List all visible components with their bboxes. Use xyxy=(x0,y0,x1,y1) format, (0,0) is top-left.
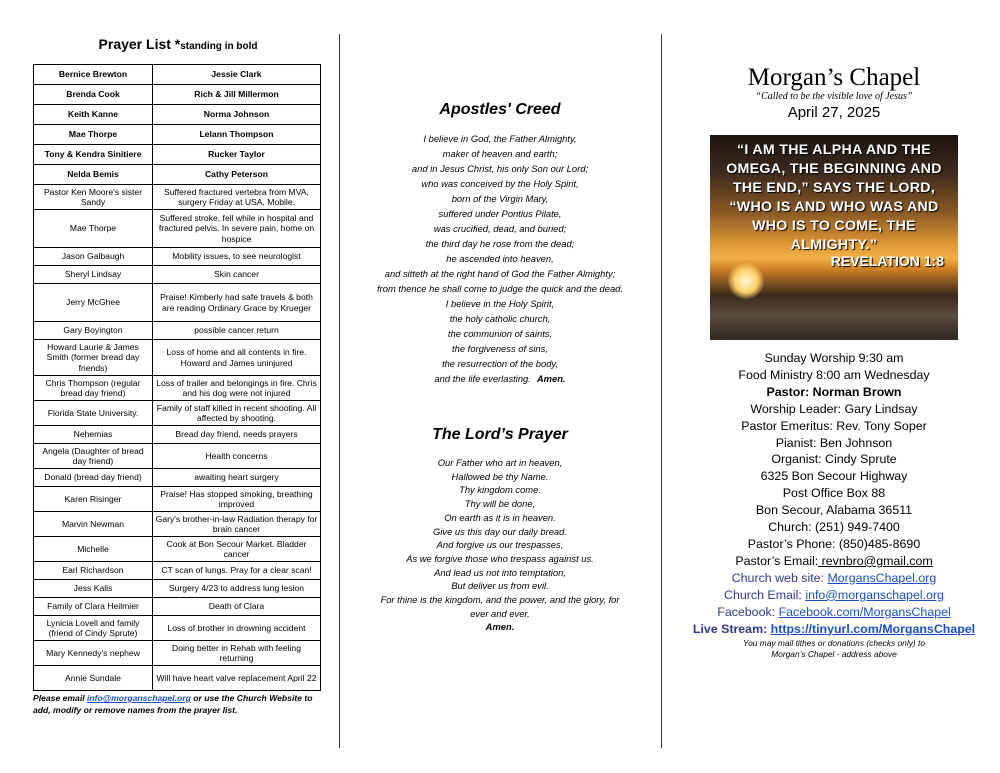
prayer-list-title xyxy=(33,36,323,56)
live-stream-label: Live Stream: xyxy=(692,621,771,636)
prayer-entry-name: Florida State University. xyxy=(34,401,153,426)
prayer-entry-name: Sheryl Lindsay xyxy=(34,266,153,284)
lords-prayer-amen: Amen. xyxy=(485,621,515,633)
creed-line xyxy=(350,356,650,371)
church-email-link[interactable]: info@morganschapel.org xyxy=(805,587,944,602)
creed-line-text: and in Jesus Christ, his only Son our Lord; xyxy=(411,163,589,174)
prayer-entry-request: possible cancer return xyxy=(153,322,321,340)
prayer-entry-row xyxy=(34,401,321,426)
prayer-entry-name: Donald (bread day friend) xyxy=(34,469,153,487)
prayer-entry-request: Death of Clara xyxy=(153,598,321,616)
lords_prayer-line xyxy=(350,525,650,539)
lords-prayer-title: The Lord’s Prayer xyxy=(432,426,568,443)
prayer-standing-name: Cathy Peterson xyxy=(153,165,321,185)
bulletin-date: April 27, 2025 xyxy=(787,104,881,121)
prayer-list-heading: Prayer List * xyxy=(98,36,181,52)
lords_prayer-line-text: Thy kingdom come. xyxy=(459,484,541,496)
prayer-entry-name: Annie Sundale xyxy=(34,666,153,691)
church-name: Morgan’s Chapel xyxy=(747,64,921,91)
prayer-standing-row xyxy=(34,145,321,165)
prayer-entry-request: Cook at Bon Secour Market. Bladder cancer xyxy=(153,537,321,562)
prayer-standing-name: Mae Thorpe xyxy=(34,125,153,145)
creed-line-text: the communion of saints, xyxy=(447,328,553,339)
prayer-entry-name: Marvin Newman xyxy=(34,512,153,537)
lords_prayer-line-text: For thine is the kingdom, and the power, and the glory, for xyxy=(380,594,620,606)
lords_prayer-line xyxy=(350,593,650,607)
prayer-entry-request: Praise! Kimberly had safe travels & both are reading Ordinary Grace by Krueger xyxy=(153,284,321,322)
donation-note xyxy=(668,638,1000,660)
worship-leader: Worship Leader: Gary Lindsay xyxy=(750,401,918,416)
lords_prayer-line xyxy=(350,552,650,566)
pastor-phone: Pastor’s Phone: (850)485-8690 xyxy=(747,536,921,551)
prayer-table xyxy=(33,64,321,691)
prayer-entry-request: Loss of brother in drowning accident xyxy=(153,616,321,641)
prayer-entry-row xyxy=(34,616,321,641)
pastor-email-link[interactable]: revnbro@gmail.com xyxy=(818,553,933,568)
prayer-standing-row xyxy=(34,85,321,105)
pastor: Pastor: Norman Brown xyxy=(766,384,902,399)
prayer-entry-request: Will have heart valve replacement April 22 xyxy=(153,666,321,691)
prayer-entry-name: Gary Boyington xyxy=(34,322,153,340)
prayer-entry-request: CT scan of lungs. Pray for a clear scan! xyxy=(153,562,321,580)
creed-line-text: suffered under Pontius Pilate, xyxy=(438,208,562,219)
prayer-standing-name: Rich & Jill Millermon xyxy=(153,85,321,105)
prayer-standing-name: Bernice Brewton xyxy=(34,65,153,85)
creed-line xyxy=(350,131,650,146)
prayer-entry-name: Mae Thorpe xyxy=(34,210,153,248)
church-phone: Church: (251) 949-7400 xyxy=(768,520,900,535)
prayer-entry-request: Gary's brother-in-law Radiation therapy for brain cancer xyxy=(153,512,321,537)
creed-line xyxy=(350,296,650,311)
prayer-entry-name: Pastor Ken Moore's sister Sandy xyxy=(34,185,153,210)
church-info-panel xyxy=(668,0,1000,660)
prayer-entry-row xyxy=(34,340,321,376)
divider-right xyxy=(661,34,662,748)
prayer-entry-row xyxy=(34,266,321,284)
prayer-entry-request: Loss of trailer and belongings in fire. Chris and his dog were not injured xyxy=(153,376,321,401)
donation-note-line1: You may mail tithes or donations (checks only) to xyxy=(742,638,925,649)
lords_prayer-line-text: But deliver us from evil. xyxy=(451,580,549,592)
pianist: Pianist: Ben Johnson xyxy=(775,435,893,450)
prayer-standing-row xyxy=(34,105,321,125)
lords_prayer-line-text: Give us this day our daily bread. xyxy=(433,525,567,537)
creed-line-text: the forgiveness of sins, xyxy=(452,343,548,354)
footer-email-link[interactable]: info@morganschapel.org xyxy=(87,693,191,703)
prayer-entry-request: Mobility issues, to see neurologist xyxy=(153,248,321,266)
creed-line xyxy=(350,146,650,161)
creed-line-text: and sitteth at the right hand of God the Father Almighty; xyxy=(384,268,616,279)
prayer-entry-request: Family of staff killed in recent shooting. All affected by shooting. xyxy=(153,401,321,426)
prayer-entry-request: Doing better in Rehab with feeling returning xyxy=(153,641,321,666)
prayer-standing-name: Tony & Kendra Sinitiere xyxy=(34,145,153,165)
food-ministry: Food Ministry 8:00 am Wednesday xyxy=(738,367,930,382)
prayer-standing-name: Jessie Clark xyxy=(153,65,321,85)
live-stream-link[interactable]: https://tinyurl.com/MorgansChapel xyxy=(770,621,976,636)
prayer-entry-name: Jess Kalis xyxy=(34,580,153,598)
prayer-entry-name: Chris Thompson (regular bread day friend) xyxy=(34,376,153,401)
prayer-entry-row xyxy=(34,444,321,469)
footer-text-end: or use the Church Website to add, modify or remove names from the prayer list. xyxy=(33,693,313,715)
prayer-entry-row xyxy=(34,666,321,691)
prayer-entry-request: Bread day friend, needs prayers xyxy=(153,426,321,444)
lords_prayer-line-text: Thy will be done, xyxy=(464,498,536,510)
prayer-entry-row xyxy=(34,469,321,487)
creed-line xyxy=(350,311,650,326)
prayer-entry-name: Mary Kennedy's nephew xyxy=(34,641,153,666)
prayer-entry-row xyxy=(34,562,321,580)
prayer-list-note: standing in bold xyxy=(180,41,258,52)
church-details xyxy=(668,350,1000,637)
prayer-standing-name: Brenda Cook xyxy=(34,85,153,105)
pastor-email-row xyxy=(668,553,1000,570)
church-email-row xyxy=(668,587,1000,604)
po-box: Post Office Box 88 xyxy=(782,486,886,501)
creed-line xyxy=(350,191,650,206)
prayer-entry-name: Karen Risinger xyxy=(34,487,153,512)
creed-line-text: the resurrection of the body, xyxy=(441,358,559,369)
prayer-entry-name: Howard Laurie & James Smith (former bread day friends) xyxy=(34,340,153,376)
prayer-entry-row xyxy=(34,185,321,210)
creed-line xyxy=(350,371,650,386)
creed-line-text: maker of heaven and earth; xyxy=(442,148,558,159)
church-email-label: Church Email: xyxy=(724,587,806,602)
lords_prayer-line xyxy=(350,483,650,497)
banner-reference: REVELATION 1:8 xyxy=(830,253,944,269)
prayer-standing-name: Rucker Taylor xyxy=(153,145,321,165)
creed-line-text: the third day he rose from the dead; xyxy=(425,238,575,249)
creed-text xyxy=(350,131,650,386)
prayer-standing-row xyxy=(34,125,321,145)
creed-line-text: born of the Virgin Mary, xyxy=(451,193,549,204)
prayer-entry-row xyxy=(34,598,321,616)
lords_prayer-line xyxy=(350,538,650,552)
facebook-label: Facebook: xyxy=(717,604,779,619)
creed-line xyxy=(350,251,650,266)
church-tagline: “Called to be the visible love of Jesus” xyxy=(755,91,913,102)
lords_prayer-line xyxy=(350,456,650,470)
prayer-entry-name: Jerry McGhee xyxy=(34,284,153,322)
pastor-email-label: Pastor’s Email: xyxy=(735,553,819,568)
creed-line-text: and the life everlasting. xyxy=(434,373,531,384)
lords_prayer-line xyxy=(350,607,650,621)
lords_prayer-line-text: And lead us not into temptation, xyxy=(434,566,566,578)
organist: Organist: Cindy Sprute xyxy=(771,452,897,467)
lords_prayer-line xyxy=(350,511,650,525)
prayer-entry-name: Angela (Daughter of bread day friend) xyxy=(34,444,153,469)
prayer-entry-name: Lynicia Lovell and family (friend of Cindy Sprute) xyxy=(34,616,153,641)
street-address: 6325 Bon Secour Highway xyxy=(760,469,908,484)
creed-line xyxy=(350,341,650,356)
prayer-entry-name: Nehemias xyxy=(34,426,153,444)
prayer-entry-row xyxy=(34,512,321,537)
lords_prayer-line xyxy=(350,497,650,511)
prayer-entry-row xyxy=(34,248,321,266)
prayer-entry-request: Suffered stroke, fell while in hospital and fractured pelvis. In severe pain, home on hospice xyxy=(153,210,321,248)
creed-line xyxy=(350,266,650,281)
creed-line-text: was crucified, dead, and buried; xyxy=(433,223,567,234)
prayer-entry-row xyxy=(34,210,321,248)
creed-line xyxy=(350,281,650,296)
prayer-entry-row xyxy=(34,487,321,512)
creed-line-text: who was conceived by the Holy Spirit, xyxy=(421,178,579,189)
facebook-link[interactable]: Facebook.com/MorgansChapel xyxy=(778,604,951,619)
prayer-entry-name: Jason Galbaugh xyxy=(34,248,153,266)
prayer-standing-name: Norma Johnson xyxy=(153,105,321,125)
liturgy-panel xyxy=(350,0,650,634)
prayer-entry-row xyxy=(34,376,321,401)
prayer-entry-row xyxy=(34,426,321,444)
facebook-row xyxy=(668,604,1000,621)
lords_prayer-line-text: Our Father who art in heaven, xyxy=(437,457,563,468)
lords_prayer-line-text: On earth as it is in heaven. xyxy=(444,511,556,523)
prayer-entry-name: Michelle xyxy=(34,537,153,562)
creed-line-text: I believe in God, the Father Almighty, xyxy=(423,133,577,144)
prayer-entry-request: Praise! Has stopped smoking, breathing improved xyxy=(153,487,321,512)
website-link[interactable]: MorgansChapel.org xyxy=(827,570,937,585)
website-row xyxy=(668,570,1000,587)
prayer-entry-request: Health concerns xyxy=(153,444,321,469)
scripture-banner-image xyxy=(710,135,958,340)
prayer-entry-request: Loss of home and all contents in fire. Howard and James uninjured xyxy=(153,340,321,376)
prayer-entry-request: Surgery 4/23 to address lung lesion xyxy=(153,580,321,598)
live-stream-row xyxy=(668,621,1000,638)
banner-verse: “I AM THE ALPHA AND THE OMEGA, THE BEGINNING AND THE END,” SAYS THE LORD, “WHO IS AND WHO WAS AND WHO IS TO COME, THE ALMIGHTY.” xyxy=(726,142,942,253)
prayer-entry-request: Skin cancer xyxy=(153,266,321,284)
prayer-standing-row xyxy=(34,65,321,85)
prayer-entry-row xyxy=(34,284,321,322)
prayer-entry-row xyxy=(34,322,321,340)
prayer-entry-row xyxy=(34,580,321,598)
creed-line-text: the holy catholic church, xyxy=(449,313,551,324)
city-state-zip: Bon Secour, Alabama 36511 xyxy=(755,503,913,518)
prayer-list-footer xyxy=(33,692,323,716)
prayer-list-panel xyxy=(33,0,323,716)
creed-line xyxy=(350,326,650,341)
prayer-standing-name: Nelda Bemis xyxy=(34,165,153,185)
website-label: Church web site: xyxy=(731,570,828,585)
prayer-entry-row xyxy=(34,641,321,666)
creed-line-text: I believe in the Holy Spirit, xyxy=(445,298,555,309)
creed-line xyxy=(350,236,650,251)
pastor-emeritus: Pastor Emeritus: Rev. Tony Soper xyxy=(741,418,927,433)
prayer-entry-name: Earl Richardson xyxy=(34,562,153,580)
creed-line xyxy=(350,161,650,176)
footer-text: Please email xyxy=(33,693,87,703)
prayer-standing-name: Lelann Thompson xyxy=(153,125,321,145)
prayer-entry-request: Suffered fractured vertebra from MVA, surgery Friday at USA, Mobile. xyxy=(153,185,321,210)
creed-line xyxy=(350,176,650,191)
lords_prayer-line xyxy=(350,566,650,580)
creed-line xyxy=(350,206,650,221)
lords_prayer-line-text: As we forgive those who trespass against us. xyxy=(406,552,594,564)
creed-title: Apostles' Creed xyxy=(439,101,561,118)
divider-left xyxy=(339,34,340,748)
sunset-sun xyxy=(728,263,764,299)
creed-line xyxy=(350,221,650,236)
lords_prayer-line-text: ever and ever. xyxy=(470,607,530,619)
creed-amen: Amen. xyxy=(536,373,566,384)
prayer-standing-name: Keith Kanne xyxy=(34,105,153,125)
prayer-entry-row xyxy=(34,537,321,562)
lords_prayer-line xyxy=(350,579,650,593)
lords_prayer-line-text: And forgive us our trespasses, xyxy=(436,539,564,551)
creed-line-text: from thence he shall come to judge the quick and the dead. xyxy=(377,283,623,294)
lords_prayer-line-text: Hallowed be thy Name. xyxy=(451,470,549,482)
prayer-entry-name: Family of Clara Heilmier xyxy=(34,598,153,616)
lords-prayer-text xyxy=(350,456,650,634)
donation-note-line2: Morgan’s Chapel - address above xyxy=(771,649,897,660)
prayer-entry-request: awaiting heart surgery xyxy=(153,469,321,487)
prayer-standing-row xyxy=(34,165,321,185)
creed-line-text: he ascended into heaven, xyxy=(446,253,554,264)
worship-time: Sunday Worship 9:30 am xyxy=(764,351,904,365)
lords_prayer-line xyxy=(350,470,650,484)
